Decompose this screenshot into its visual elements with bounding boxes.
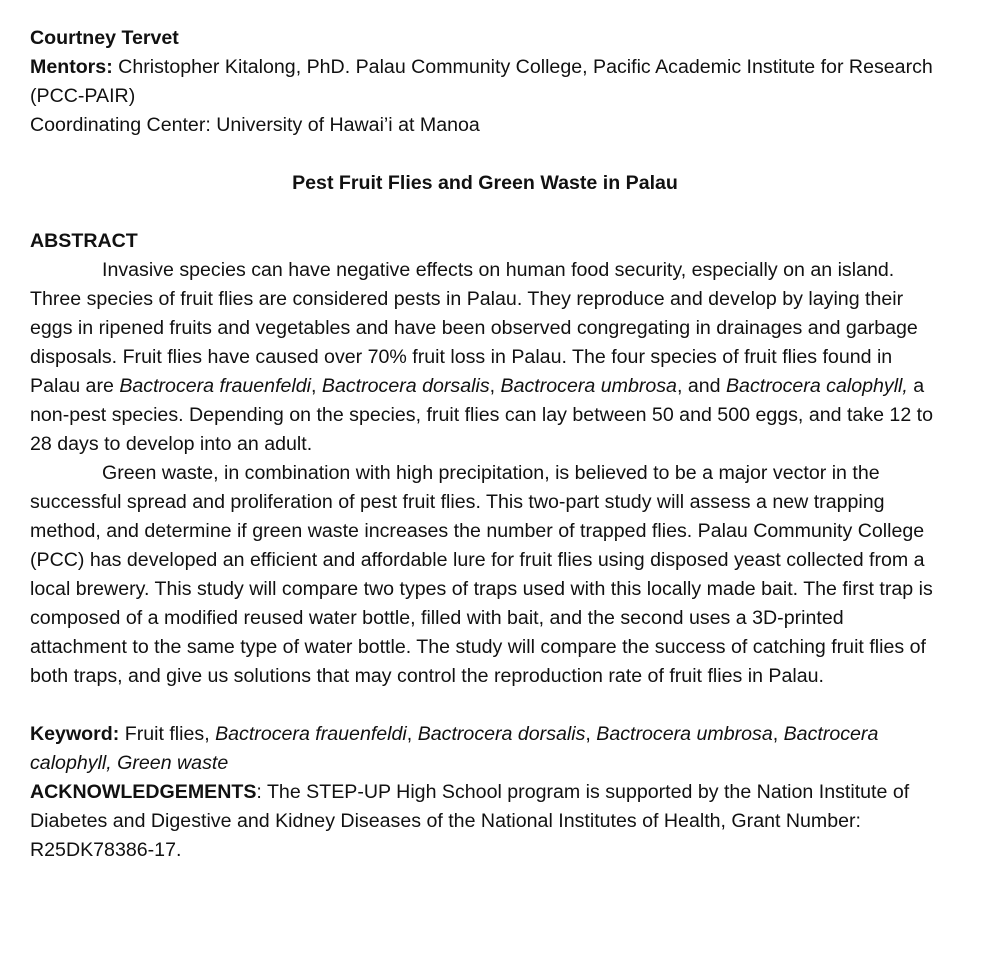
- section-spacer: [30, 691, 940, 720]
- keyword-species-2: Bactrocera dorsalis: [417, 723, 586, 745]
- separator-3: , and: [676, 375, 726, 397]
- document-page: [30, 24, 940, 865]
- coordinating-center: Coordinating Center: University of Hawai’i at Manoa: [30, 114, 480, 136]
- keyword-species-1: Bactrocera frauenfeldi: [215, 723, 407, 745]
- keywords-line: [30, 720, 940, 778]
- abstract-paragraph-1: [30, 256, 940, 459]
- acknowledgements-label: ACKNOWLEDGEMENTS: [30, 781, 257, 803]
- separator-2: ,: [489, 375, 501, 397]
- document-title: Pest Fruit Flies and Green Waste in Palau: [292, 172, 678, 194]
- keywords-text-1: Fruit flies,: [119, 723, 216, 745]
- keyword-sep-1: ,: [406, 723, 418, 745]
- abstract-p1-text-2: a non-pest species. Depending on the species, fruit flies can lay between 50 and 500 eggs, and take 12 to 28 days to develop into an adult.: [30, 375, 934, 455]
- keyword-species-4: Bactrocera calophyll, Green waste: [30, 723, 879, 774]
- keyword-sep-3: ,: [772, 723, 784, 745]
- author-name: Courtney Tervet: [30, 27, 179, 49]
- abstract-paragraph-2: Green waste, in combination with high precipitation, is believed to be a major vector in the successful spread and proliferation of pest fruit flies. This two-part study will assess a new trapping method, and determine if green waste increases the number of trapped flies. Palau Community College (PCC) has developed an efficient and affordable lure for fruit flies using disposed yeast collected from a local brewery. This study will compare two types of traps used with this locally made bait. The first trap is composed of a modified reused water bottle, filled with bait, and the second uses a 3D-printed attachment to the same type of water bottle. The study will compare the success of catching fruit flies of both traps, and give us solutions that may control the reproduction rate of fruit flies in Palau.: [30, 462, 933, 687]
- mentors-line: [30, 53, 940, 111]
- keywords-label: Keyword:: [30, 723, 120, 745]
- abstract-heading: ABSTRACT: [30, 230, 138, 252]
- species-1: Bactrocera frauenfeldi: [119, 375, 312, 397]
- mentors-text: Christopher Kitalong, PhD. Palau Community College, Pacific Academic Institute for Research (PCC-PAIR): [30, 56, 933, 107]
- species-4: Bactrocera calophyll,: [725, 375, 908, 397]
- acknowledgements-text: : The STEP-UP High School program is supported by the Nation Institute of Diabetes and Digestive and Kidney Diseases of the National Institutes of Health, Grant Number: R25DK78386-17.: [30, 781, 910, 861]
- keyword-species-3: Bactrocera umbrosa: [596, 723, 773, 745]
- separator-1: ,: [311, 375, 322, 397]
- species-3: Bactrocera umbrosa: [500, 375, 677, 397]
- species-2: Bactrocera dorsalis: [321, 375, 490, 397]
- mentors-label: Mentors:: [30, 56, 113, 78]
- acknowledgements-line: [30, 778, 940, 865]
- keyword-sep-2: ,: [585, 723, 597, 745]
- abstract-p1-text-1: Invasive species can have negative effects on human food security, especially on an island. Three species of fruit flies are considered pests in Palau. They reproduce and develop by laying their eggs in ripened fruits and vegetables and have been observed congregating in drainages and garbage disposals. Fruit flies have caused over 70% fruit loss in Palau. The four species of fruit flies found in Palau are: [30, 259, 918, 397]
